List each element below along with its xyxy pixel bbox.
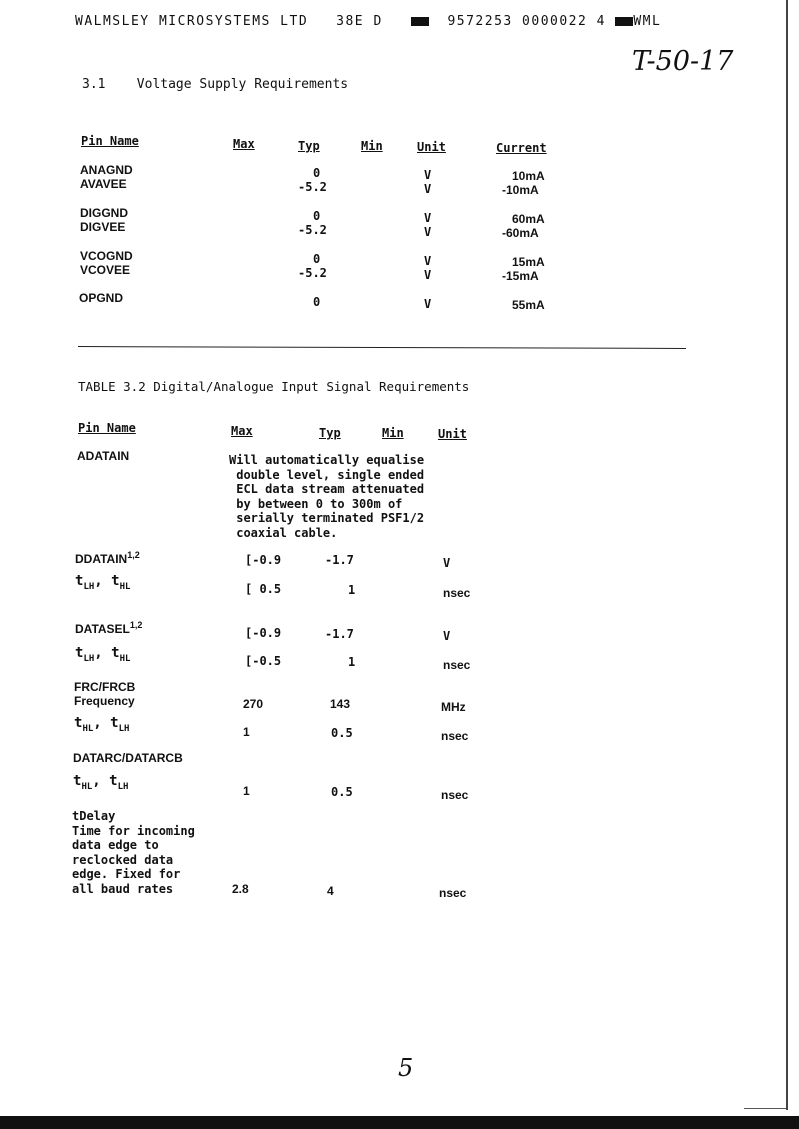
table31-row-typ: -5.2 <box>298 223 327 237</box>
table32-col-pin: Pin Name <box>78 421 136 435</box>
table32-timing-unit: nsec <box>441 729 469 743</box>
table32-datasel-max: [-0.9 <box>245 626 282 640</box>
table32-datasel-typ: -1.7 <box>325 627 354 641</box>
datasel-label: DATASEL <box>75 622 130 636</box>
table31-row-unit: V <box>424 182 432 196</box>
table31-row-pin: DIGGND <box>80 206 128 220</box>
t-separator: , <box>93 715 111 731</box>
table32-timing-label <box>75 645 130 664</box>
table31-row-typ: -5.2 <box>298 266 327 280</box>
table32-tdelay-max: 2.8 <box>232 882 249 896</box>
t-symbol: t <box>74 715 83 731</box>
header-block-mark <box>411 17 429 26</box>
t-subscript: HL <box>119 653 131 664</box>
t-separator: , <box>94 645 112 661</box>
table31-row-current: 60mA <box>512 212 545 226</box>
table32-col-unit: Unit <box>438 427 467 441</box>
t-subscript: LH <box>117 781 129 792</box>
table31-row-pin: ANAGND <box>80 163 133 177</box>
table32-frc-typ: 143 <box>330 697 351 711</box>
t-subscript: LH <box>83 653 95 664</box>
header-code-3: WML <box>633 14 662 29</box>
handwritten-reference: T-50-17 <box>632 46 734 77</box>
table32-tdelay-unit: nsec <box>439 886 467 900</box>
t-symbol: t <box>73 773 82 789</box>
table32-timing-typ: 0.5 <box>331 785 353 799</box>
table31-col-min: Min <box>361 139 383 153</box>
table32-timing-typ: 1 <box>348 655 356 669</box>
table32-ddatain-pin <box>75 550 140 566</box>
table32-timing-unit: nsec <box>443 658 471 672</box>
table31-row-unit: V <box>424 254 432 268</box>
t-symbol: t <box>111 573 120 589</box>
t-symbol: t <box>109 773 118 789</box>
table31-title <box>82 77 348 92</box>
table32-title: TABLE 3.2 Digital/Analogue Input Signal Requirements <box>78 379 470 394</box>
company-name: WALMSLEY MICROSYSTEMS LTD <box>75 14 309 29</box>
ddatain-label: DDATAIN <box>75 552 128 566</box>
table31-row-typ: 0 <box>313 295 321 309</box>
table32-ddatain-typ: -1.7 <box>325 553 354 567</box>
scan-mark-line <box>744 1108 786 1109</box>
table31-row-pin: VCOGND <box>80 249 133 263</box>
header-block-mark-2 <box>615 17 633 26</box>
table31-row-current: 15mA <box>512 255 545 269</box>
t-subscript: HL <box>119 581 131 592</box>
table32-timing-unit: nsec <box>443 586 471 600</box>
table31-row-pin: OPGND <box>79 291 124 305</box>
table31-col-unit: Unit <box>417 140 446 154</box>
header-code-1: 38E D <box>336 14 383 29</box>
table32-col-min: Min <box>382 426 404 440</box>
table32-tdelay-description: tDelay Time for incoming data edge to reclocked data edge. Fixed for all baud rates <box>72 809 195 896</box>
table32-adatain-pin: ADATAIN <box>77 449 130 463</box>
ddatain-note-ref: 1,2 <box>127 550 140 560</box>
datasel-note-ref: 1,2 <box>129 620 143 630</box>
t-symbol: t <box>75 645 84 661</box>
table31-col-typ: Typ <box>298 139 320 153</box>
t-subscript: LH <box>118 723 130 734</box>
t-symbol: t <box>111 645 120 661</box>
t-subscript: LH <box>83 581 95 592</box>
table31-row-unit: V <box>424 168 432 182</box>
table32-tdelay-typ: 4 <box>327 884 334 898</box>
table32-datarc-pin: DATARC/DATARCB <box>73 751 183 765</box>
table32-timing-label <box>73 773 128 792</box>
t-symbol: t <box>75 573 84 589</box>
section-divider <box>78 346 686 349</box>
table31-row-unit: V <box>424 225 432 239</box>
table31-title-text: Voltage Supply Requirements <box>136 77 349 92</box>
t-separator: , <box>92 773 110 789</box>
document-header <box>75 14 661 29</box>
table32-frc-pin: FRC/FRCB <box>74 680 136 694</box>
table31-row-unit: V <box>424 211 432 225</box>
table32-timing-typ: 0.5 <box>331 726 353 740</box>
table32-ddatain-unit: V <box>443 556 451 570</box>
table31-row-pin: AVAVEE <box>80 177 127 191</box>
table32-timing-label <box>75 573 130 592</box>
table31-row-pin: VCOVEE <box>80 263 131 277</box>
table31-row-unit: V <box>424 297 432 311</box>
table31-row-typ: 0 <box>313 252 321 266</box>
table32-frc-sublabel: Frequency <box>74 694 135 708</box>
scan-bottom-border <box>0 1116 799 1129</box>
table32-timing-typ: 1 <box>348 583 356 597</box>
table31-col-current: Current <box>496 141 547 155</box>
table32-timing-unit: nsec <box>441 788 469 802</box>
table31-row-typ: 0 <box>313 166 321 180</box>
table32-datasel-unit: V <box>443 629 451 643</box>
table32-timing-max: 1 <box>243 725 250 739</box>
scan-right-edge <box>786 0 788 1110</box>
table31-row-current: 55mA <box>512 298 545 312</box>
table32-frc-unit: MHz <box>441 700 466 714</box>
table32-timing-label <box>74 715 129 734</box>
table31-row-unit: V <box>424 268 432 282</box>
table32-datasel-pin <box>75 620 142 636</box>
table31-row-pin: DIGVEE <box>80 220 126 234</box>
table32-timing-max: 1 <box>243 784 250 798</box>
t-subscript: HL <box>82 723 94 734</box>
table31-number: 3.1 <box>82 77 106 92</box>
t-subscript: HL <box>81 781 93 792</box>
handwritten-page-mark: 5 <box>398 1054 414 1082</box>
table32-col-typ: Typ <box>319 426 341 440</box>
t-symbol: t <box>110 715 119 731</box>
table31-col-max: Max <box>233 137 255 151</box>
table32-frc-max: 270 <box>243 697 264 711</box>
header-code-2: 9572253 0000022 4 <box>447 14 606 29</box>
table32-col-max: Max <box>231 424 253 438</box>
table31-row-current: 10mA <box>512 169 545 183</box>
table31-col-pin: Pin Name <box>81 134 139 148</box>
table31-row-typ: 0 <box>313 209 321 223</box>
table31-row-current: -10mA <box>502 183 539 197</box>
table32-adatain-description: Will automatically equalise double level, single ended ECL data stream attenuated by between 0 to 300m of serially terminated PSF1/2 coaxial cable. <box>229 453 425 540</box>
t-separator: , <box>94 573 112 589</box>
table32-timing-max: [ 0.5 <box>245 582 282 596</box>
table31-row-current: -60mA <box>502 226 539 240</box>
table32-timing-max: [-0.5 <box>245 654 282 668</box>
table32-ddatain-max: [-0.9 <box>245 553 282 567</box>
table31-row-typ: -5.2 <box>298 180 327 194</box>
table31-row-current: -15mA <box>502 269 539 283</box>
